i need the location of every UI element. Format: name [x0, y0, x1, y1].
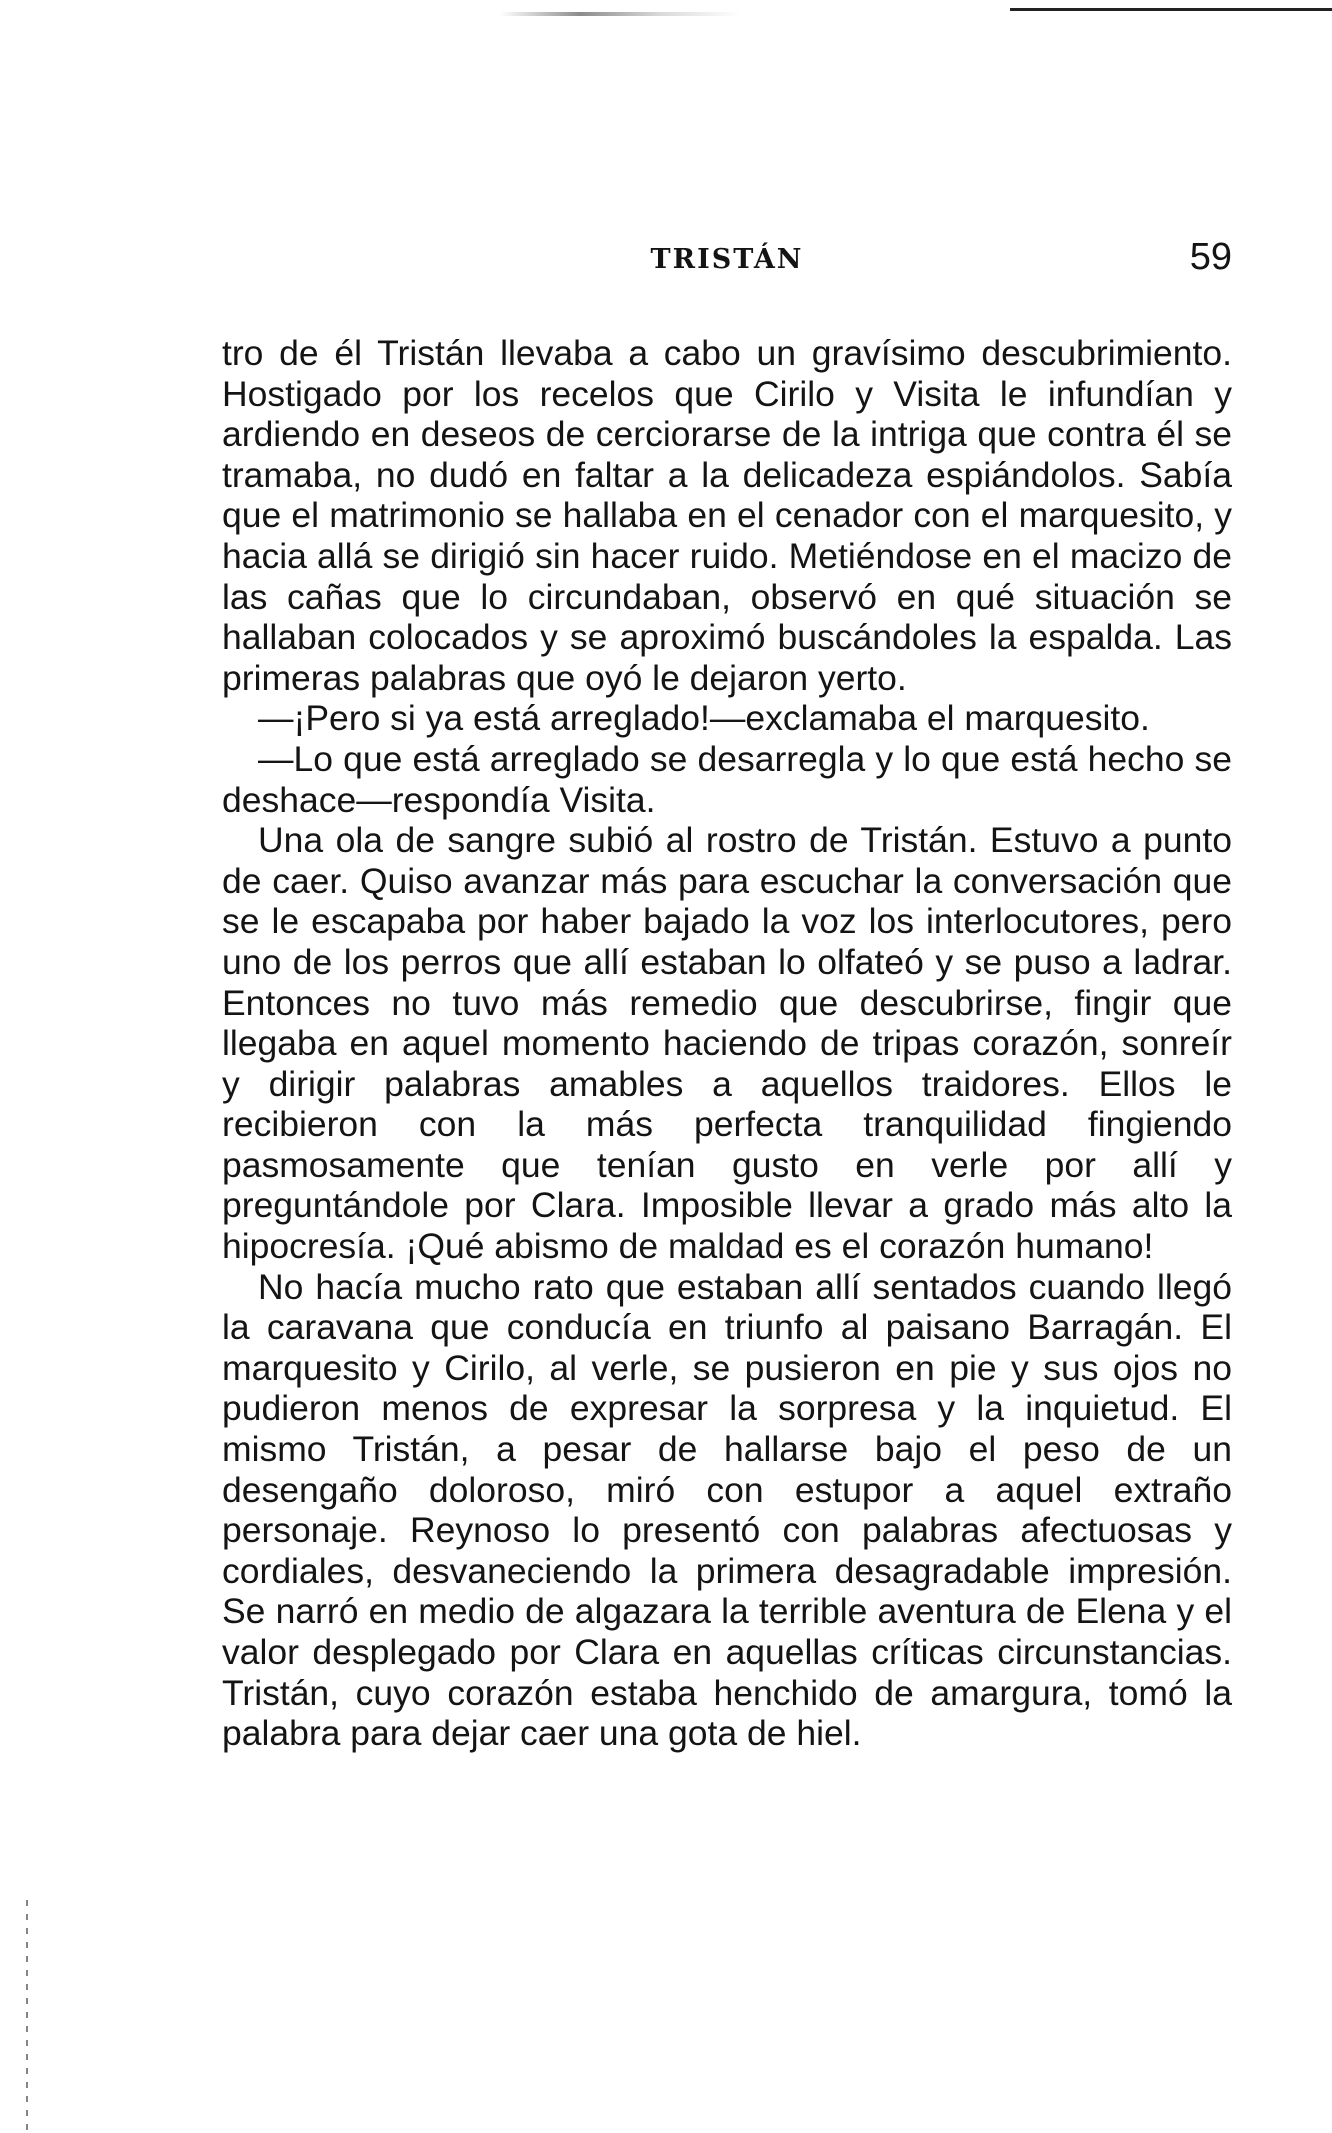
running-title: TRISTÁN [650, 244, 804, 275]
running-head [222, 236, 1232, 290]
paragraph: —Lo que está arreglado se desarregla y lo que está hecho se deshace—respondía Visita. [222, 738, 1232, 820]
paragraph: —¡Pero si ya está arreglado!—exclamaba el marquesito. [258, 698, 1150, 739]
paragraph: No hacía mucho rato que estaban allí sentados cuando llegó la caravana que conducía en triunfo al paisano Barragán. El marquesito y Cirilo, al verle, se pusieron en pie y sus ojos no pudieron menos de expresar la sorpresa y la inquietud. El mismo Tristán, a pesar de hallarse bajo el peso de un desengaño doloroso, miró con estupor a aquel extraño personaje. Reynoso lo presentó con palabras afectuosas y cordiales, desvaneciendo la primera desagradable impresión. Se narró en medio de algazara la terrible aventura de Elena y el valor desplegado por Clara en aquellas críticas circunstancias. Tristán, cuyo corazón estaba henchido de amargura, tomó la palabra para dejar caer una gota de hiel. [222, 1266, 1232, 1754]
body-text [222, 333, 1232, 1754]
paragraph: Una ola de sangre subió al rostro de Tristán. Estuvo a punto de caer. Quiso avanzar más para escuchar la conversación que se le escapaba por haber bajado la voz los interlocutores, pero uno de los perros que allí estaban lo olfateó y se puso a ladrar. Entonces no tuvo más remedio que descubrirse, fingir que llegaba en aquel momento haciendo de tripas corazón, sonreír y dirigir palabras amables a aquellos traidores. Ellos le recibieron con la más perfecta tranquilidad fingiendo pasmosamente que tenían gusto en verle por allí y preguntándole por Clara. Imposible llevar a grado más alto la hipocresía. ¡Qué abismo de maldad es el corazón humano! [222, 820, 1232, 1267]
scan-artifact [1010, 8, 1332, 11]
scan-artifact [500, 12, 740, 16]
page-number: 59 [1189, 236, 1232, 278]
paragraph: tro de él Tristán llevaba a cabo un gravísimo descubrimiento. Hostigado por los recelos que Cirilo y Visita le infundían y ardiendo en deseos de cerciorarse de la intriga que contra él se tramaba, no dudó en faltar a la delicadeza espiándolos. Sabía que el matrimonio se hallaba en el cenador con el marquesito, y hacia allá se dirigió sin hacer ruido. Metiéndose en el macizo de las cañas que lo circundaban, observó en qué situación se hallaban colocados y se aproximó buscándoles la espalda. Las primeras palabras que oyó le dejaron yerto. [222, 333, 1232, 698]
scan-artifact [26, 1900, 28, 2130]
